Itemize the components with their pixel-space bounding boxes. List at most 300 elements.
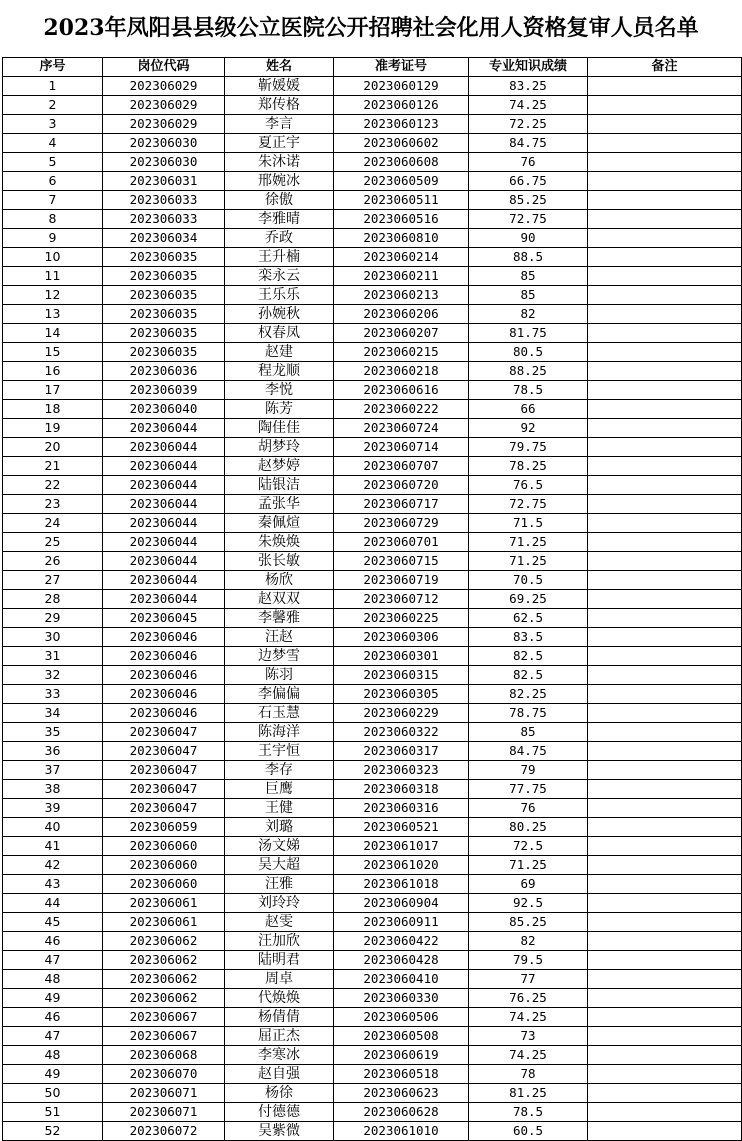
cell-note (588, 989, 742, 1008)
cell-name: 徐傲 (225, 191, 334, 210)
cell-seq: 35 (3, 723, 103, 742)
cell-position-code: 202306047 (103, 742, 225, 761)
cell-name: 屈正杰 (225, 1027, 334, 1046)
cell-position-code: 202306044 (103, 590, 225, 609)
table-row (3, 343, 742, 362)
cell-name: 李寒冰 (225, 1046, 334, 1065)
cell-note (588, 799, 742, 818)
cell-ticket-number: 2023060506 (334, 1008, 469, 1027)
cell-note (588, 267, 742, 286)
cell-note (588, 970, 742, 989)
cell-seq: 39 (3, 799, 103, 818)
cell-seq: 51 (3, 1103, 103, 1122)
cell-position-code: 202306062 (103, 970, 225, 989)
cell-ticket-number: 2023060218 (334, 362, 469, 381)
cell-score: 71.5 (469, 514, 588, 533)
cell-position-code: 202306046 (103, 647, 225, 666)
table-row (3, 571, 742, 590)
cell-seq: 30 (3, 628, 103, 647)
cell-ticket-number: 2023060714 (334, 438, 469, 457)
table-row (3, 1046, 742, 1065)
table-row (3, 1122, 742, 1141)
table-row (3, 875, 742, 894)
cell-note (588, 248, 742, 267)
cell-position-code: 202306059 (103, 818, 225, 837)
table-row (3, 647, 742, 666)
cell-seq: 13 (3, 305, 103, 324)
table-row (3, 818, 742, 837)
cell-score: 84.75 (469, 134, 588, 153)
cell-score: 80.5 (469, 343, 588, 362)
cell-note (588, 761, 742, 780)
cell-position-code: 202306047 (103, 723, 225, 742)
cell-name: 孙婉秋 (225, 305, 334, 324)
cell-score: 71.25 (469, 856, 588, 875)
cell-seq: 4 (3, 134, 103, 153)
cell-score: 82.25 (469, 685, 588, 704)
cell-note (588, 647, 742, 666)
cell-note (588, 419, 742, 438)
table-row (3, 932, 742, 951)
table-row (3, 1008, 742, 1027)
cell-position-code: 202306061 (103, 913, 225, 932)
cell-position-code: 202306039 (103, 381, 225, 400)
cell-name: 赵双双 (225, 590, 334, 609)
cell-seq: 20 (3, 438, 103, 457)
cell-position-code: 202306036 (103, 362, 225, 381)
cell-position-code: 202306062 (103, 932, 225, 951)
table-row (3, 134, 742, 153)
cell-ticket-number: 2023060509 (334, 172, 469, 191)
cell-ticket-number: 2023060207 (334, 324, 469, 343)
cell-seq: 16 (3, 362, 103, 381)
cell-ticket-number: 2023060719 (334, 571, 469, 590)
cell-ticket-number: 2023060428 (334, 951, 469, 970)
cell-score: 76 (469, 153, 588, 172)
cell-seq: 26 (3, 552, 103, 571)
table-row (3, 248, 742, 267)
cell-score: 76 (469, 799, 588, 818)
cell-seq: 2 (3, 96, 103, 115)
cell-score: 85 (469, 267, 588, 286)
table-row (3, 438, 742, 457)
cell-name: 吴紫微 (225, 1122, 334, 1141)
table-row (3, 913, 742, 932)
cell-name: 李言 (225, 115, 334, 134)
cell-seq: 28 (3, 590, 103, 609)
cell-position-code: 202306060 (103, 875, 225, 894)
cell-position-code: 202306044 (103, 438, 225, 457)
cell-score: 66.75 (469, 172, 588, 191)
cell-ticket-number: 2023060715 (334, 552, 469, 571)
cell-note (588, 495, 742, 514)
table-row (3, 742, 742, 761)
cell-name: 杨倩倩 (225, 1008, 334, 1027)
cell-position-code: 202306060 (103, 856, 225, 875)
cell-name: 朱沐诺 (225, 153, 334, 172)
cell-note (588, 951, 742, 970)
cell-seq: 9 (3, 229, 103, 248)
cell-seq: 19 (3, 419, 103, 438)
header-note: 备注 (588, 58, 742, 77)
cell-position-code: 202306061 (103, 894, 225, 913)
cell-name: 李馨雅 (225, 609, 334, 628)
cell-seq: 37 (3, 761, 103, 780)
table-row (3, 267, 742, 286)
cell-name: 王乐乐 (225, 286, 334, 305)
cell-score: 82 (469, 932, 588, 951)
cell-ticket-number: 2023060508 (334, 1027, 469, 1046)
cell-position-code: 202306033 (103, 191, 225, 210)
cell-ticket-number: 2023060306 (334, 628, 469, 647)
table-row (3, 761, 742, 780)
cell-ticket-number: 2023060316 (334, 799, 469, 818)
cell-ticket-number: 2023060904 (334, 894, 469, 913)
cell-note (588, 400, 742, 419)
cell-ticket-number: 2023060126 (334, 96, 469, 115)
cell-score: 69.25 (469, 590, 588, 609)
cell-seq: 23 (3, 495, 103, 514)
cell-name: 陈芳 (225, 400, 334, 419)
cell-note (588, 1008, 742, 1027)
cell-note (588, 875, 742, 894)
cell-position-code: 202306071 (103, 1084, 225, 1103)
cell-seq: 44 (3, 894, 103, 913)
cell-position-code: 202306067 (103, 1027, 225, 1046)
cell-position-code: 202306068 (103, 1046, 225, 1065)
cell-position-code: 202306035 (103, 324, 225, 343)
cell-seq: 29 (3, 609, 103, 628)
cell-note (588, 780, 742, 799)
cell-note (588, 742, 742, 761)
cell-note (588, 1103, 742, 1122)
cell-note (588, 305, 742, 324)
cell-note (588, 343, 742, 362)
cell-position-code: 202306044 (103, 495, 225, 514)
cell-name: 邢婉冰 (225, 172, 334, 191)
cell-position-code: 202306070 (103, 1065, 225, 1084)
table-row (3, 590, 742, 609)
cell-position-code: 202306047 (103, 780, 225, 799)
cell-score: 92.5 (469, 894, 588, 913)
cell-position-code: 202306047 (103, 761, 225, 780)
cell-note (588, 96, 742, 115)
cell-seq: 25 (3, 533, 103, 552)
header-row (3, 58, 742, 77)
cell-name: 朱焕焕 (225, 533, 334, 552)
cell-score: 70.5 (469, 571, 588, 590)
header-ticket-number: 准考证号 (334, 58, 469, 77)
cell-ticket-number: 2023061017 (334, 837, 469, 856)
header-position-code: 岗位代码 (103, 58, 225, 77)
cell-note (588, 514, 742, 533)
cell-note (588, 837, 742, 856)
cell-score: 80.25 (469, 818, 588, 837)
cell-score: 76.5 (469, 476, 588, 495)
cell-position-code: 202306046 (103, 685, 225, 704)
cell-name: 李雅晴 (225, 210, 334, 229)
cell-score: 82.5 (469, 647, 588, 666)
cell-note (588, 704, 742, 723)
cell-score: 60.5 (469, 1122, 588, 1141)
cell-name: 权春凤 (225, 324, 334, 343)
cell-name: 陆银洁 (225, 476, 334, 495)
table-row (3, 780, 742, 799)
cell-ticket-number: 2023060422 (334, 932, 469, 951)
cell-seq: 12 (3, 286, 103, 305)
cell-ticket-number: 2023060317 (334, 742, 469, 761)
table-row (3, 229, 742, 248)
table-row (3, 666, 742, 685)
cell-name: 代焕焕 (225, 989, 334, 1008)
cell-note (588, 533, 742, 552)
cell-seq: 36 (3, 742, 103, 761)
cell-score: 85.25 (469, 913, 588, 932)
cell-name: 靳媛媛 (225, 77, 334, 96)
cell-position-code: 202306062 (103, 951, 225, 970)
cell-name: 陈羽 (225, 666, 334, 685)
cell-position-code: 202306030 (103, 134, 225, 153)
cell-name: 边梦雪 (225, 647, 334, 666)
cell-note (588, 1122, 742, 1141)
cell-position-code: 202306044 (103, 419, 225, 438)
cell-score: 72.75 (469, 495, 588, 514)
table-row (3, 457, 742, 476)
cell-ticket-number: 2023060707 (334, 457, 469, 476)
table-row (3, 951, 742, 970)
cell-score: 78 (469, 1065, 588, 1084)
table-row (3, 305, 742, 324)
cell-seq: 5 (3, 153, 103, 172)
header-seq: 序号 (3, 58, 103, 77)
cell-name: 陈海洋 (225, 723, 334, 742)
cell-position-code: 202306071 (103, 1103, 225, 1122)
cell-score: 76.25 (469, 989, 588, 1008)
cell-note (588, 1027, 742, 1046)
table-row (3, 419, 742, 438)
cell-score: 73 (469, 1027, 588, 1046)
cell-ticket-number: 2023060623 (334, 1084, 469, 1103)
table-row (3, 837, 742, 856)
cell-seq: 48 (3, 970, 103, 989)
cell-ticket-number: 2023060521 (334, 818, 469, 837)
cell-note (588, 229, 742, 248)
cell-name: 赵自强 (225, 1065, 334, 1084)
cell-note (588, 818, 742, 837)
cell-position-code: 202306029 (103, 96, 225, 115)
cell-position-code: 202306035 (103, 305, 225, 324)
table-row (3, 989, 742, 1008)
cell-position-code: 202306067 (103, 1008, 225, 1027)
cell-ticket-number: 2023060305 (334, 685, 469, 704)
cell-score: 85 (469, 286, 588, 305)
candidate-table (2, 57, 742, 1141)
cell-ticket-number: 2023060608 (334, 153, 469, 172)
cell-score: 79.5 (469, 951, 588, 970)
cell-name: 赵雯 (225, 913, 334, 932)
cell-note (588, 723, 742, 742)
cell-score: 84.75 (469, 742, 588, 761)
cell-ticket-number: 2023060214 (334, 248, 469, 267)
cell-score: 82.5 (469, 666, 588, 685)
cell-score: 88.25 (469, 362, 588, 381)
table-row (3, 381, 742, 400)
page-title: 2023年凤阳县县级公立医院公开招聘社会化用人资格复审人员名单 (43, 15, 699, 41)
header-score: 专业知识成绩 (469, 58, 588, 77)
cell-score: 81.25 (469, 1084, 588, 1103)
cell-position-code: 202306035 (103, 267, 225, 286)
cell-ticket-number: 2023060701 (334, 533, 469, 552)
cell-score: 77.75 (469, 780, 588, 799)
cell-seq: 18 (3, 400, 103, 419)
cell-name: 石玉慧 (225, 704, 334, 723)
cell-note (588, 1084, 742, 1103)
cell-seq: 1 (3, 77, 103, 96)
cell-position-code: 202306072 (103, 1122, 225, 1141)
cell-note (588, 609, 742, 628)
cell-ticket-number: 2023060330 (334, 989, 469, 1008)
cell-seq: 15 (3, 343, 103, 362)
cell-name: 李偏偏 (225, 685, 334, 704)
cell-seq: 7 (3, 191, 103, 210)
cell-seq: 48 (3, 1046, 103, 1065)
cell-position-code: 202306047 (103, 799, 225, 818)
cell-position-code: 202306033 (103, 210, 225, 229)
cell-ticket-number: 2023060323 (334, 761, 469, 780)
cell-position-code: 202306044 (103, 571, 225, 590)
cell-score: 72.25 (469, 115, 588, 134)
cell-note (588, 932, 742, 951)
cell-ticket-number: 2023060516 (334, 210, 469, 229)
cell-score: 78.25 (469, 457, 588, 476)
cell-note (588, 115, 742, 134)
cell-position-code: 202306044 (103, 533, 225, 552)
cell-ticket-number: 2023060628 (334, 1103, 469, 1122)
cell-ticket-number: 2023060213 (334, 286, 469, 305)
cell-seq: 10 (3, 248, 103, 267)
cell-ticket-number: 2023060215 (334, 343, 469, 362)
cell-score: 92 (469, 419, 588, 438)
table-row (3, 1065, 742, 1084)
cell-note (588, 324, 742, 343)
table-row (3, 514, 742, 533)
cell-seq: 27 (3, 571, 103, 590)
cell-note (588, 438, 742, 457)
cell-score: 90 (469, 229, 588, 248)
cell-seq: 11 (3, 267, 103, 286)
cell-ticket-number: 2023060301 (334, 647, 469, 666)
table-row (3, 1027, 742, 1046)
cell-name: 李存 (225, 761, 334, 780)
cell-position-code: 202306046 (103, 628, 225, 647)
cell-note (588, 856, 742, 875)
cell-ticket-number: 2023060315 (334, 666, 469, 685)
cell-ticket-number: 2023060724 (334, 419, 469, 438)
cell-position-code: 202306046 (103, 704, 225, 723)
cell-ticket-number: 2023060810 (334, 229, 469, 248)
cell-note (588, 666, 742, 685)
cell-name: 赵建 (225, 343, 334, 362)
cell-note (588, 134, 742, 153)
table-row (3, 153, 742, 172)
cell-seq: 22 (3, 476, 103, 495)
cell-note (588, 552, 742, 571)
cell-score: 82 (469, 305, 588, 324)
cell-name: 付德德 (225, 1103, 334, 1122)
table-row (3, 77, 742, 96)
cell-seq: 32 (3, 666, 103, 685)
cell-ticket-number: 2023061010 (334, 1122, 469, 1141)
cell-name: 王升楠 (225, 248, 334, 267)
cell-position-code: 202306044 (103, 476, 225, 495)
cell-ticket-number: 2023060211 (334, 267, 469, 286)
cell-score: 83.25 (469, 77, 588, 96)
cell-position-code: 202306035 (103, 286, 225, 305)
cell-seq: 40 (3, 818, 103, 837)
cell-seq: 43 (3, 875, 103, 894)
table-row (3, 286, 742, 305)
cell-position-code: 202306044 (103, 457, 225, 476)
cell-seq: 42 (3, 856, 103, 875)
cell-seq: 41 (3, 837, 103, 856)
cell-name: 王健 (225, 799, 334, 818)
cell-name: 汪加欣 (225, 932, 334, 951)
cell-score: 78.75 (469, 704, 588, 723)
cell-position-code: 202306040 (103, 400, 225, 419)
cell-ticket-number: 2023060123 (334, 115, 469, 134)
table-row (3, 400, 742, 419)
cell-score: 79 (469, 761, 588, 780)
cell-ticket-number: 2023060911 (334, 913, 469, 932)
cell-name: 孟张华 (225, 495, 334, 514)
cell-score: 62.5 (469, 609, 588, 628)
cell-seq: 46 (3, 932, 103, 951)
cell-name: 栾永云 (225, 267, 334, 286)
cell-note (588, 153, 742, 172)
cell-score: 81.75 (469, 324, 588, 343)
cell-note (588, 191, 742, 210)
cell-seq: 38 (3, 780, 103, 799)
table-row (3, 96, 742, 115)
cell-name: 刘璐 (225, 818, 334, 837)
cell-position-code: 202306044 (103, 552, 225, 571)
cell-name: 杨欣 (225, 571, 334, 590)
cell-seq: 17 (3, 381, 103, 400)
cell-position-code: 202306046 (103, 666, 225, 685)
table-row (3, 723, 742, 742)
cell-ticket-number: 2023061020 (334, 856, 469, 875)
table-row (3, 1103, 742, 1122)
cell-score: 85 (469, 723, 588, 742)
cell-name: 程龙顺 (225, 362, 334, 381)
cell-ticket-number: 2023060129 (334, 77, 469, 96)
cell-position-code: 202306035 (103, 343, 225, 362)
cell-ticket-number: 2023060717 (334, 495, 469, 514)
table-row (3, 970, 742, 989)
cell-score: 85.25 (469, 191, 588, 210)
cell-name: 乔政 (225, 229, 334, 248)
cell-ticket-number: 2023060222 (334, 400, 469, 419)
cell-position-code: 202306031 (103, 172, 225, 191)
cell-seq: 47 (3, 1027, 103, 1046)
table-row (3, 894, 742, 913)
cell-seq: 49 (3, 989, 103, 1008)
cell-ticket-number: 2023060518 (334, 1065, 469, 1084)
cell-note (588, 590, 742, 609)
cell-ticket-number: 2023060225 (334, 609, 469, 628)
cell-score: 72.5 (469, 837, 588, 856)
cell-position-code: 202306035 (103, 248, 225, 267)
